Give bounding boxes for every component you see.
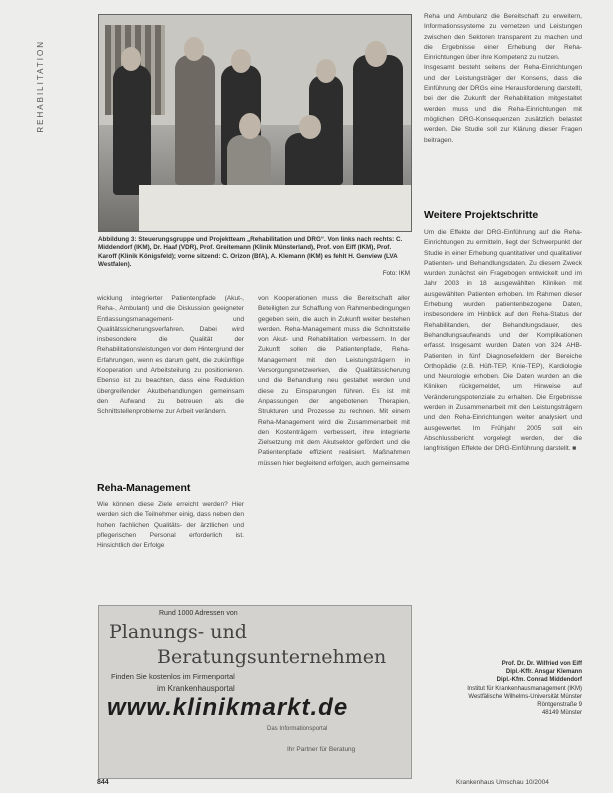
author-name: Dipl.-Kffr. Ansgar Klemann (505, 669, 582, 676)
ad-line: im Krankenhausportal (157, 684, 235, 693)
ad-url[interactable]: www.klinikmarkt.de (107, 694, 349, 721)
ad-line: Ihr Partner für Beratung (287, 746, 356, 753)
column-right (424, 12, 582, 146)
ad-headline: Planungs- und (109, 621, 247, 643)
city: 48149 Münster (541, 710, 582, 717)
photo-credit: Foto: IKM (382, 269, 410, 277)
caption-text: Abbildung 3: Steuerungsgruppe und Projektteam „Rehabilitation und DRG“. Von links nach rechts: C. Middendorf (IKM), Dr. Haaf (VDR), Prof. Greitemann (Klinik Münsterland), Prof. von Eiff (IKM), Prof. Karoff (Klinik Königsfeld); vorne sitzend: C. Orizon (BfA), A. Klemann (IKM) es fehlt H. Genview (LVA Westfalen). (98, 236, 403, 269)
ad-headline: Beratungsunternehmen (157, 646, 387, 668)
column-left-continued (97, 500, 244, 551)
heading-reha-management: Reha-Management (97, 482, 191, 494)
column-left (97, 294, 244, 418)
ad-line: Das Informationsportal (267, 726, 328, 732)
paragraph: von Kooperationen muss die Bereitschaft aller Beteiligten zur Schaffung von Rahmenbedingungen gegeben sein, die auch in Zukunft weiter bestehen werden. Reha-Management muss die Schnittstelle von Akut- und Rehabilitation verbessern. In der Zukunft sollen die Patientenpfade, Reha-Management mit den Leistungsträgern in Versorgungsnetzwerken, die Qualitätssicherung und die Behandlung neu gestaltet werden und diese zu Einsparungen führen. Es ist mit Anpassungen der angebotenen Therapien, Strukturen und Prozesse zu rechnen. Mit einem Reha-Management wird die Zusammenarbeit mit den Kostenträgern verbessert, ihre integrierte Zielsetzung mit dem Akutsektor gefördert und die Patientenpfade effizient realisiert. Maßnahmen müssen hier begleitend erfolgen, auch gemeinsame (258, 295, 410, 467)
section-label: REHABILITATION (36, 40, 45, 133)
paragraph: wicklung integrierter Patientenpfade (Akut-, Reha-, Ambulant) und die Diskussion geeigneter Entlassungsmanagement- und Qualitätssicherungsverfahren. Dabei wird insbesondere die Qualität der Rehabilitationsleistungen vor dem Hintergrund der Erfahrungen, wenn es darum geht, die zukünftige Kooperation und Arbeitsteilung zu positionieren. Ebenso ist zu beachten, dass eine Reduktion übergreifender Akutbehandlungen gemeinsam den Aufwand zu betreuen als die Schnittstellenprobleme zur Arbeit verändern. (97, 295, 244, 416)
university: Westfälische Wilhelms-Universität Münster (468, 693, 582, 700)
author-name: Dipl.-Kfm. Conrad Middendorf (496, 677, 582, 684)
page-number: 844 (97, 779, 109, 786)
ad-line: Finden Sie kostenlos im Firmenportal (111, 672, 235, 681)
street: Röntgenstraße 9 (537, 702, 582, 709)
author-signature (424, 660, 582, 717)
paragraph: Insgesamt besteht seitens der Reha-Einrichtungen und der Leistungsträger der Konsens, dass die Einführung der DRGs eine Herausforderung darstellt, bei der die Zukunft der Rehabilitation mitgestaltet werden muss und die Reha-Einrichtungen mit möglichen DRG-Konsequenzen zusätzlich belastet werden. Die Studie soll zur Klärung dieser Fragen beitragen. (424, 64, 582, 144)
paragraph: Um die Effekte der DRG-Einführung auf die Reha-Einrichtungen zu ermitteln, liegt der Schwerpunkt der Studie in einer Erhebung quantitativer und qualitativer Patienten- und Behandlungsdaten. Zu diesem Zweck wurden zunächst ein Fragebogen entwickelt und im Jahr 2003 in 18 ausgewählten Kliniken mit ausgewählten Patienten erhoben. Im Rahmen dieser Erhebung wurden patientenbezogene Daten, insbesondere im Hinblick auf den Reha-Status der Rehabilitanden, der Behandlungsdauer, des Behandlungsaufwands und der Komplikationen erfasst. Insgesamt wurden Daten von 324 AHB-Patienten in fünf Diagnosefeldern der Bereiche Orthopädie (z.B. Hüft-TEP, Knie-TEP), Kardiologie und Neurologie erhoben. Die Daten wurden an die Kliniken rückgemeldet, um Hinweise auf Veränderungspotenziale zu erhalten. Die Ergebnisse werden in Zusammenarbeit mit den Leistungsträgern und den Reha-Einrichtungen weiter analysiert und ausgewertet. Im Frühjahr 2005 soll ein Abschlussbericht vorgelegt werden, der die langfristigen Effekte der DRG-Einführung darstellt. ■ (424, 229, 582, 453)
column-middle (258, 294, 410, 469)
heading-weitere-projektschritte: Weitere Projektschritte (424, 209, 539, 221)
photo-caption (98, 236, 410, 278)
paragraph: Reha und Ambulanz die Bereitschaft zu erweitern, Informationssysteme zu vernetzen und Leistungen zwischen den Sektoren transparent zu machen und die Ergebnisse einer Erhebung der Reha-Einrichtungen über ihre Kompetenz zu nutzen. (424, 13, 582, 62)
ad-line: Rund 1000 Adressen von (159, 610, 238, 617)
paragraph: Wie können diese Ziele erreicht werden? Hier werden sich die Teilnehmer einig, dass neben den hohen fachlichen Qualitäts- der ärztlichen und pflegerischen Personal erforderlich ist. Hinsichtlich der Erfolge (97, 501, 244, 550)
journal-issue: Krankenhaus Umschau 10/2004 (456, 779, 549, 786)
institute: Institut für Krankenhausmanagement (IKM) (467, 685, 582, 692)
advertisement (98, 605, 412, 779)
column-right-continued (424, 228, 582, 455)
author-name: Prof. Dr. Dr. Wilfried von Eiff (501, 661, 582, 667)
group-photo (98, 14, 412, 232)
